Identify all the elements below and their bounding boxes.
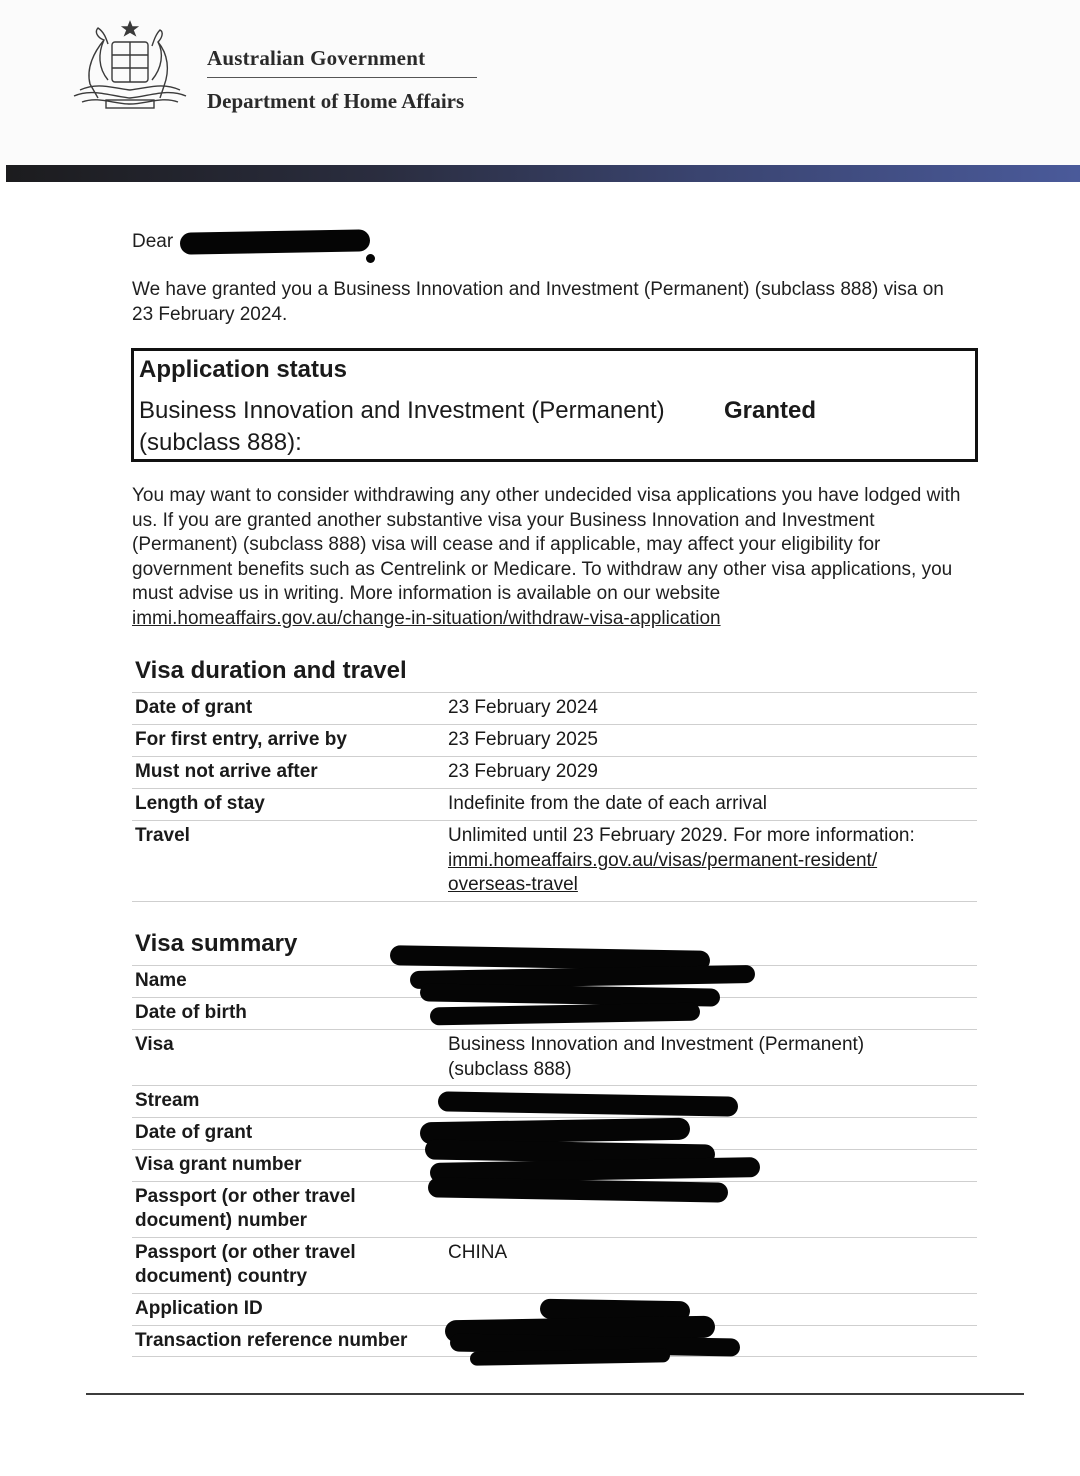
row-value: 23 February 2029 — [448, 761, 598, 782]
government-name: Australian Government — [207, 46, 426, 70]
row-label: Passport (or other travel document) number — [135, 1186, 356, 1231]
withdraw-advice — [132, 484, 982, 631]
redaction-mark — [470, 1348, 670, 1365]
table-row — [132, 692, 977, 724]
row-label: For first entry, arrive by — [135, 729, 347, 750]
row-value: Business Innovation and Investment (Permanent) (subclass 888) — [448, 1034, 865, 1080]
row-label: Travel — [135, 825, 190, 846]
row-label: Length of stay — [135, 793, 265, 814]
redaction-mark — [180, 229, 370, 254]
row-value: 23 February 2025 — [448, 729, 598, 750]
department-name: Department of Home Affairs — [207, 89, 465, 113]
table-row — [132, 756, 977, 788]
footer-divider — [86, 1393, 1024, 1395]
table-row — [132, 1029, 977, 1085]
row-value: Indefinite from the date of each arrival — [448, 793, 767, 814]
status-badge: Granted — [724, 397, 817, 424]
header-divider — [207, 77, 477, 78]
advice-text: You may want to consider withdrawing any other undecided visa applications you have lodged with us. If you are granted another substantive visa your Business Innovation and Investment (Permanent) (subclass 888) visa will cease and if applicable, may affect your eligibility for government benefits such as Centrelink or Medicare. To withdraw any other visa applications, you must advise us in writing. More information is available on our website — [132, 485, 961, 604]
status-title: Application status — [139, 356, 348, 383]
row-label: Visa — [135, 1034, 174, 1055]
withdraw-visa-link[interactable]: immi.homeaffairs.gov.au/change-in-situation/withdraw-visa-application — [132, 607, 721, 629]
row-value: CHINA — [448, 1242, 508, 1263]
row-label: Date of birth — [135, 1002, 247, 1023]
summary-section-title: Visa summary — [135, 930, 298, 957]
table-row — [132, 724, 977, 756]
row-label: Date of grant — [135, 1122, 253, 1143]
row-label: Stream — [135, 1090, 200, 1111]
overseas-travel-link[interactable]: immi.homeaffairs.gov.au/visas/permanent-resident/ overseas-travel — [448, 849, 878, 895]
row-label: Application ID — [135, 1298, 263, 1319]
row-label: Date of grant — [135, 697, 253, 718]
letterhead — [0, 0, 1080, 170]
row-value: 23 February 2024 — [448, 697, 598, 718]
table-row — [132, 788, 977, 820]
row-label: Must not arrive after — [135, 761, 318, 782]
duration-table — [132, 692, 977, 902]
duration-section-title: Visa duration and travel — [135, 657, 407, 684]
grant-statement: We have granted you a Business Innovation and Investment (Permanent) (subclass 888) visa on 23 February 2024. — [132, 279, 944, 325]
table-row — [132, 1237, 977, 1293]
application-status-box — [131, 348, 978, 462]
row-label: Visa grant number — [135, 1154, 302, 1175]
table-row — [132, 820, 977, 902]
redaction-mark — [366, 254, 375, 263]
status-visa-name: Business Innovation and Investment (Permanent) (subclass 888): — [139, 397, 665, 456]
greeting: Dear — [132, 231, 174, 252]
header-band — [6, 165, 1080, 182]
row-label: Passport (or other travel document) country — [135, 1242, 356, 1287]
travel-text: Unlimited until 23 February 2029. For more information: — [448, 825, 915, 846]
row-label: Transaction reference number — [135, 1330, 408, 1351]
row-label: Name — [135, 970, 187, 991]
row-value — [448, 821, 977, 901]
coat-of-arms-icon — [68, 18, 192, 114]
